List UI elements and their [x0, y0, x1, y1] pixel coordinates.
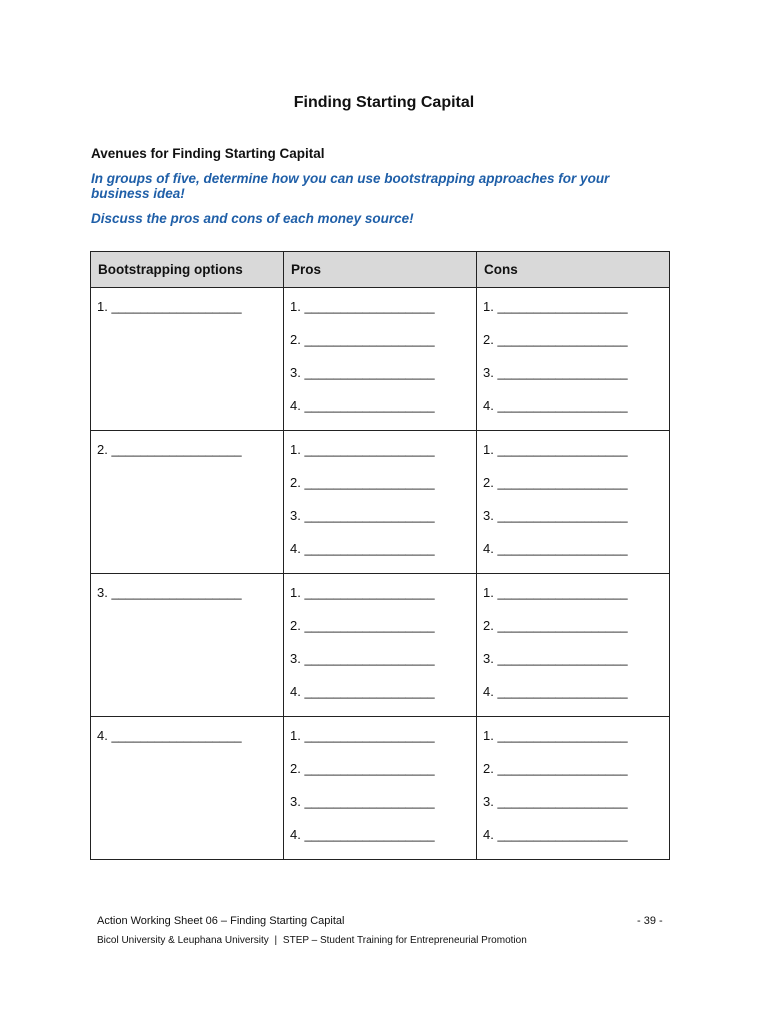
- con-blank[interactable]: 2. __________________: [483, 332, 628, 347]
- page-title: Finding Starting Capital: [293, 94, 475, 111]
- con-blank[interactable]: 1. __________________: [483, 299, 628, 314]
- con-blank[interactable]: 3. __________________: [483, 508, 628, 523]
- con-blank[interactable]: 1. __________________: [483, 442, 628, 457]
- pro-blank[interactable]: 4. __________________: [290, 541, 435, 556]
- footer-program-code: STEP: [282, 935, 309, 946]
- con-blank[interactable]: 4. __________________: [483, 541, 628, 556]
- cons-cell: [477, 431, 670, 574]
- header-pros: Pros: [284, 252, 477, 288]
- pro-blank[interactable]: 3. __________________: [290, 365, 435, 380]
- con-blank[interactable]: 2. __________________: [483, 618, 628, 633]
- option-blank[interactable]: 4. __________________: [97, 728, 242, 743]
- pro-blank[interactable]: 2. __________________: [290, 475, 435, 490]
- option-blank[interactable]: 1. __________________: [97, 299, 242, 314]
- cons-cell: [477, 717, 670, 860]
- pro-blank[interactable]: 1. __________________: [290, 728, 435, 743]
- bootstrapping-table: [90, 251, 670, 860]
- header-bootstrapping-options: Bootstrapping options: [91, 252, 284, 288]
- con-blank[interactable]: 4. __________________: [483, 684, 628, 699]
- table-row: [91, 288, 670, 431]
- option-cell: [91, 717, 284, 860]
- pros-cell: [284, 574, 477, 717]
- pro-blank[interactable]: 3. __________________: [290, 794, 435, 809]
- footer-page-number: - 39 -: [637, 915, 663, 927]
- footer-institutions: Bicol University & Leuphana University: [97, 935, 269, 946]
- pros-cell: [284, 717, 477, 860]
- pro-blank[interactable]: 4. __________________: [290, 398, 435, 413]
- option-cell: [91, 431, 284, 574]
- pro-blank[interactable]: 2. __________________: [290, 618, 435, 633]
- con-blank[interactable]: 1. __________________: [483, 728, 628, 743]
- pro-blank[interactable]: 1. __________________: [290, 299, 435, 314]
- pro-blank[interactable]: 3. __________________: [290, 651, 435, 666]
- pro-blank[interactable]: 2. __________________: [290, 761, 435, 776]
- instruction-pros-cons: Discuss the pros and cons of each money source!: [91, 211, 414, 226]
- pro-blank[interactable]: 1. __________________: [290, 442, 435, 457]
- option-blank[interactable]: 2. __________________: [97, 442, 242, 457]
- con-blank[interactable]: 2. __________________: [483, 475, 628, 490]
- table-header-row: [91, 252, 670, 288]
- header-cons: Cons: [477, 252, 670, 288]
- section-heading: Avenues for Finding Starting Capital: [91, 146, 325, 161]
- pro-blank[interactable]: 3. __________________: [290, 508, 435, 523]
- con-blank[interactable]: 3. __________________: [483, 365, 628, 380]
- pro-blank[interactable]: 1. __________________: [290, 585, 435, 600]
- con-blank[interactable]: 4. __________________: [483, 827, 628, 842]
- footer-credits: [97, 935, 527, 946]
- footer-sheet-title: Action Working Sheet 06 – Finding Starting Capital: [97, 915, 345, 927]
- option-blank[interactable]: 3. __________________: [97, 585, 242, 600]
- table-row: [91, 717, 670, 860]
- table-row: [91, 431, 670, 574]
- con-blank[interactable]: 3. __________________: [483, 651, 628, 666]
- table-row: [91, 574, 670, 717]
- con-blank[interactable]: 2. __________________: [483, 761, 628, 776]
- cons-cell: [477, 574, 670, 717]
- con-blank[interactable]: 4. __________________: [483, 398, 628, 413]
- cons-cell: [477, 288, 670, 431]
- footer-separator: |: [274, 935, 278, 946]
- footer-program-name: – Student Training for Entrepreneurial Promotion: [311, 935, 527, 946]
- con-blank[interactable]: 1. __________________: [483, 585, 628, 600]
- instruction-groups: In groups of five, determine how you can use bootstrapping approaches for your business idea!: [91, 171, 610, 201]
- pro-blank[interactable]: 2. __________________: [290, 332, 435, 347]
- pro-blank[interactable]: 4. __________________: [290, 684, 435, 699]
- pro-blank[interactable]: 4. __________________: [290, 827, 435, 842]
- option-cell: [91, 288, 284, 431]
- option-cell: [91, 574, 284, 717]
- pros-cell: [284, 431, 477, 574]
- pros-cell: [284, 288, 477, 431]
- con-blank[interactable]: 3. __________________: [483, 794, 628, 809]
